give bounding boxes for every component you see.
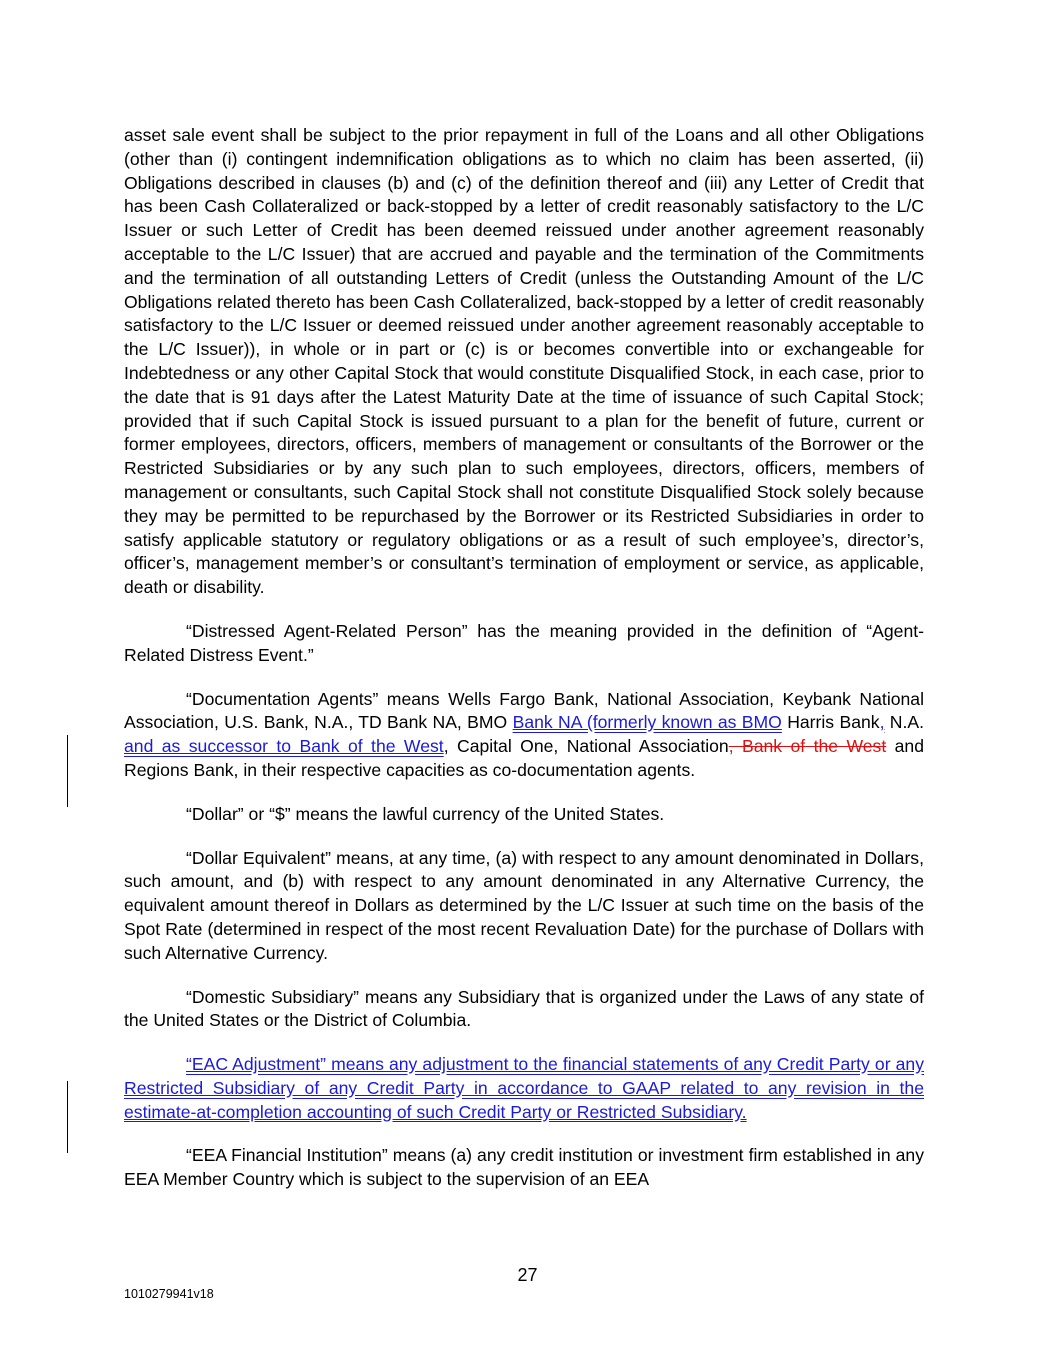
paragraph	[124, 1144, 924, 1192]
paragraph	[124, 1053, 924, 1124]
inserted-text: and as successor to Bank of the West	[124, 736, 444, 757]
paragraph	[124, 124, 924, 600]
text-run: asset sale event shall be subject to the prior repayment in full of the Loans and all other Obligations (other than (i) contingent indemnification obligations as to which no claim has been asserted, (ii) Obligations described in clauses (b) and (c) of the definition thereof and (iii) any Letter of Credit that has been Cash Collateralized or back-stopped by a letter of credit reasonably satisfactory to the L/C Issuer or such Letter of Credit has been deemed reissued under another agreement reasonably acceptable to the L/C Issuer) that are accrued and payable and the termination of the Commitments and the termination of all outstanding Letters of Credit (unless the Outstanding Amount of the L/C Obligations related thereto has been Cash Collateralized, back-stopped by a letter of credit reasonably satisfactory to the L/C Issuer or deemed reissued under another agreement reasonably acceptable to the L/C Issuer)), in whole or in part or (c) is or becomes convertible into or exchangeable for Indebtedness or any other Capital Stock that would constitute Disqualified Stock, in each case, prior to the date that is 91 days after the Latest Maturity Date at the time of issuance of such Capital Stock; provided that if such Capital Stock is issued pursuant to a plan for the benefit of future, current or former employees, directors, officers, members of management or consultants of the Borrower or the Restricted Subsidiaries or by any such plan to such employees, directors, officers, members of management or consultants, such Capital Stock shall not constitute Disqualified Stock solely because they may be permitted to be repurchased by the Borrower or its Restricted Subsidiaries in order to satisfy applicable statutory or regulatory obligations or as a result of such employee’s, director’s, officer’s, management member’s or consultant’s termination of employment or service, as applicable, death or disability.	[124, 125, 924, 598]
paragraph	[124, 620, 924, 668]
text-run: “Distressed Agent-Related Person” has the meaning provided in the definition of “Agent-Related Distress Event.”	[124, 620, 924, 665]
deleted-text: , Bank of the West	[728, 736, 887, 757]
text-run: and Regions Bank, in their respective capacities as co-documentation agents.	[124, 736, 924, 780]
inserted-text: Bank NA (formerly known as BMO	[512, 712, 782, 733]
text-run: “EEA Financial Institution” means (a) any credit institution or investment firm established in any EEA Member Country which is subject to the supervision of an EEA	[124, 1145, 924, 1190]
change-bar	[67, 735, 68, 807]
change-bar	[67, 1081, 68, 1153]
page-number: 27	[517, 1265, 538, 1285]
document-page	[124, 124, 924, 1212]
paragraph	[124, 986, 924, 1034]
text-run: “Domestic Subsidiary” means any Subsidiary that is organized under the Laws of any state of the United States or the District of Columbia.	[124, 986, 924, 1031]
document-id: 1010279941v18	[124, 1287, 214, 1301]
text-run: Harris Bank	[781, 712, 880, 733]
paragraph	[124, 847, 924, 966]
inserted-text: ,	[879, 712, 885, 733]
paragraph	[124, 803, 924, 827]
text-run: N.A.	[884, 712, 925, 733]
inserted-text: “EAC Adjustment” means any adjustment to the financial statements of any Credit Party or any Restricted Subsidiary of any Credit Party in accordance to GAAP related to any revision in the estimate-at-completion accounting of such Credit Party or Restricted Subsidiary.	[124, 1054, 924, 1122]
text-run: , Capital One, National Association	[443, 736, 729, 757]
text-run: “Dollar” or “$” means the lawful currency of the United States.	[186, 803, 665, 824]
text-run: “Dollar Equivalent” means, at any time, (a) with respect to any amount denominated in Dollars, such amount, and (b) with respect to any amount denominated in any Alternative Currency, the equivalent amount thereof in Dollars as determined by the L/C Issuer at such time on the basis of the Spot Rate (determined in respect of the most recent Revaluation Date) for the purchase of Dollars with such Alternative Currency.	[124, 847, 924, 963]
text-run: “Documentation Agents” means Wells Fargo Bank, National Association, Keybank National Association, U.S. Bank, N.A., TD Bank NA, BMO	[124, 688, 924, 733]
paragraph	[124, 688, 924, 783]
